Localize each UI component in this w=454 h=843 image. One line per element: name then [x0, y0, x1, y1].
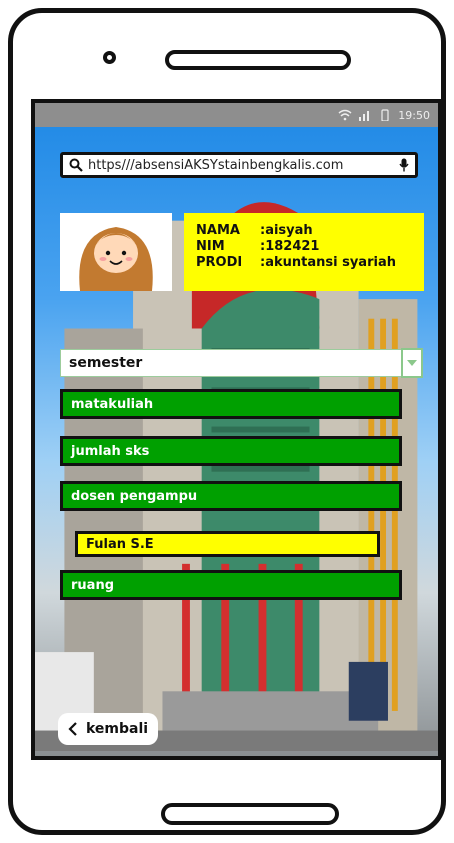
jumlah-sks-field[interactable] [60, 436, 402, 466]
info-key: NAMA [196, 223, 240, 238]
address-bar[interactable] [60, 152, 418, 178]
dosen-value-field[interactable] [75, 531, 380, 557]
info-row-nama [196, 223, 424, 239]
chevron-down-icon [406, 359, 418, 367]
info-key: NIM [196, 239, 225, 254]
avatar [60, 213, 172, 291]
camera-icon [103, 51, 116, 64]
semester-dropdown[interactable] [60, 349, 422, 377]
info-row-prodi [196, 255, 424, 271]
battery-icon [378, 109, 392, 121]
speaker-grille [165, 50, 351, 70]
search-icon [69, 158, 83, 172]
dosen-value: Fulan S.E [86, 536, 154, 552]
ruang-field[interactable] [60, 570, 402, 600]
info-value: :aisyah [260, 223, 313, 238]
chevron-left-icon [68, 722, 78, 736]
dosen-pengampu-field[interactable] [60, 481, 402, 511]
microphone-icon[interactable] [399, 158, 409, 172]
ruang-label: ruang [71, 577, 114, 593]
status-time: 19:50 [398, 108, 430, 122]
student-info-panel [184, 213, 424, 291]
semester-label: semester [69, 355, 143, 371]
dropdown-toggle[interactable] [401, 348, 423, 378]
home-button[interactable] [161, 803, 339, 825]
status-bar [35, 103, 438, 127]
app-screen [31, 99, 442, 760]
info-row-nim [196, 239, 424, 255]
signal-icon [358, 109, 372, 121]
wifi-icon [338, 109, 352, 121]
matakuliah-field[interactable] [60, 389, 402, 419]
url-text: https///absensiAKSYstainbengkalis.com [88, 157, 344, 173]
back-label: kembali [86, 721, 149, 737]
info-key: PRODI [196, 255, 243, 270]
matakuliah-label: matakuliah [71, 396, 154, 412]
back-button[interactable] [58, 713, 158, 745]
dosen-pengampu-label: dosen pengampu [71, 488, 198, 504]
campus-building-background [35, 103, 438, 751]
info-value: :akuntansi syariah [260, 255, 396, 270]
jumlah-sks-label: jumlah sks [71, 443, 150, 459]
user-avatar-icon [60, 213, 172, 291]
info-value: :182421 [260, 239, 320, 254]
